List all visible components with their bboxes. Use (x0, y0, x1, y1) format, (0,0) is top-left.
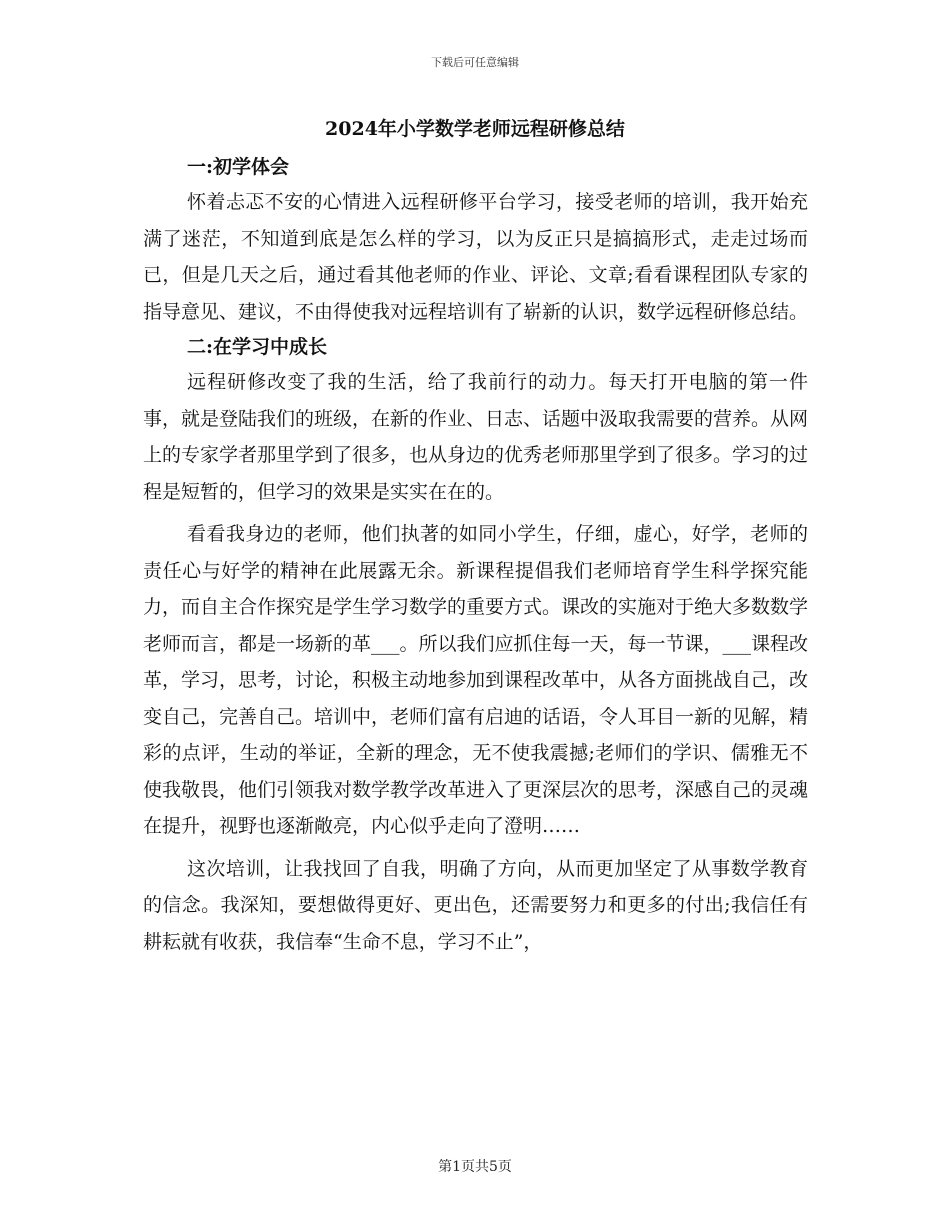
header-note: 下载后可任意编辑 (431, 56, 519, 69)
paragraph-2-1: 远程研修改变了我的生活，给了我前行的动力。每天打开电脑的第一件事，就是登陆我们的班级，在新的作业、日志、话题中汲取我需要的营养。从网上的专家学者那里学到了很多，也从身边的优秀老师那里学到了很多。学习的过程是短暂的，但学习的效果是实实在在的。 (143, 371, 809, 503)
document-title: 2024年小学数学老师远程研修总结 (325, 118, 625, 140)
page-footer: 第1页共5页 (438, 1159, 512, 1175)
paragraph-1-1: 怀着忐忑不安的心情进入远程研修平台学习，接受老师的培训，我开始充满了迷茫，不知道到底是怎么样的学习，以为反正只是搞搞形式，走走过场而已，但是几天之后，通过看其他老师的作业、评论、文章;看看课程团队专家的指导意见、建议，不由得使我对远程培训有了崭新的认识，数学远程研修总结。 (143, 191, 809, 323)
paragraph-2-3: 这次培训，让我找回了自我，明确了方向，从而更加坚定了从事数学教育的信念。我深知，要想做得更好、更出色，还需要努力和更多的付出;我信任有耕耘就有收获，我信奉“生命不息，学习不止”， (143, 857, 808, 953)
section-heading-1: 一:初学体会 (187, 156, 290, 178)
paragraph-2-2: 看看我身边的老师，他们执著的如同小学生，仔细，虚心，好学，老师的责任心与好学的精神在此展露无余。新课程提倡我们老师培育学生科学探究能力，而自主合作探究是学生学习数学的重要方式。课改的实施对于绝大多数数学老师而言，都是一场新的革___。所以我们应抓住每一天，每一节课，___课程改革，学习，思考，讨论，积极主动地参加到课程改革中，从各方面挑战自己，改变自己，完善自己。培训中，老师们富有启迪的话语，令人耳目一新的见解，精彩的点评，生动的举证，全新的理念，无不使我震撼;老师们的学识、儒雅无不使我敬畏，他们引领我对数学教学改革进入了更深层次的思考，深感自己的灵魂在提升，视野也逐渐敞亮，内心似乎走向了澄明…… (143, 523, 809, 837)
document-body (143, 150, 808, 960)
section-heading-2: 二:在学习中成长 (187, 336, 328, 358)
